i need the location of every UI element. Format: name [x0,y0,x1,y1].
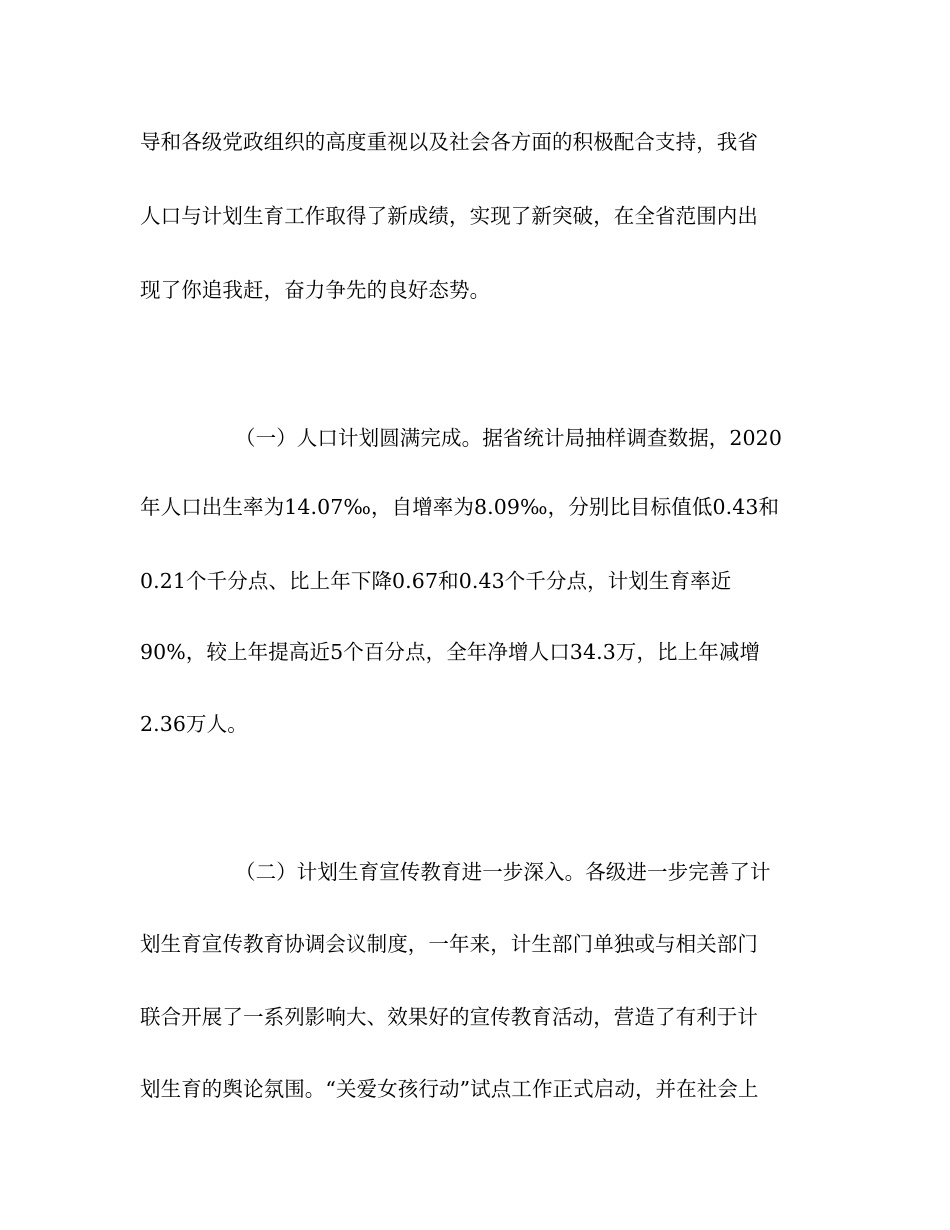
text-line: 划生育的舆论氛围。“关爱女孩行动”试点工作正式启动，并在社会上 [140,1077,759,1101]
text-line: 90%，较上年提高近5个百分点，全年净增人口34.3万，比上年减增 [140,640,761,664]
text-line: 导和各级党政组织的高度重视以及社会各方面的积极配合支持，我省 [140,130,758,154]
text-line: 年人口出生率为14.07‰，自增率为8.09‰，分别比目标值低0.43和 [140,495,780,519]
section-heading-line: （一）人口计划圆满完成。据省统计局抽样调查数据，2020 [235,426,782,450]
text-line: 人口与计划生育工作取得了新成绩，实现了新突破，在全省范围内出 [140,204,758,228]
text-line: 现了你追我赶，奋力争先的良好态势。 [140,278,491,302]
text-line: 0.21个千分点、比上年下降0.67和0.43个千分点，计划生育率近 [140,569,732,593]
text-line: 联合开展了一系列影响大、效果好的宣传教育活动，营造了有利于计 [140,1005,758,1029]
section-heading-line: （二）计划生育宣传教育进一步深入。各级进一步完善了计 [235,860,771,884]
text-line: 划生育宣传教育协调会议制度，一年来，计生部门单独或与相关部门 [140,932,758,956]
text-line: 2.36万人。 [140,712,248,736]
